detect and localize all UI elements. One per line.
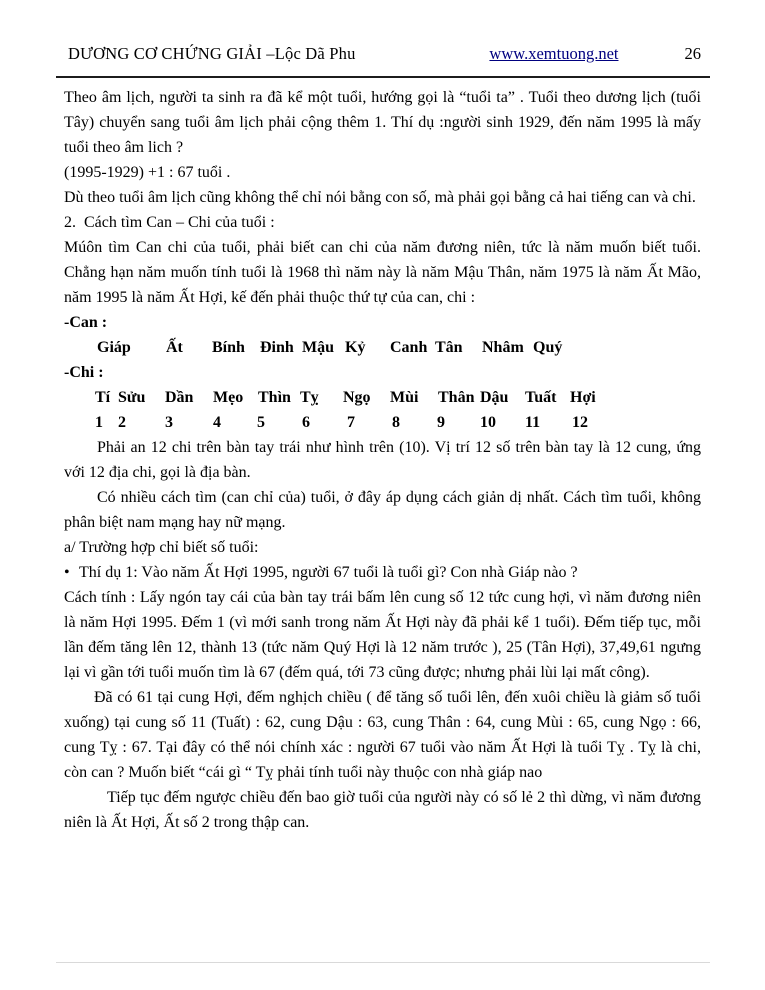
chi-cell: Thìn — [258, 389, 291, 406]
number-cell: 6 — [302, 414, 310, 431]
number-cell: 2 — [118, 414, 126, 431]
chi-cell: Mẹo — [213, 389, 244, 406]
section-heading: 2. Cách tìm Can – Chi của tuổi : — [64, 214, 275, 231]
bullet-icon: • — [64, 564, 70, 581]
number-cell: 8 — [392, 414, 400, 431]
header-rule — [56, 76, 710, 78]
can-cell: Mậu — [302, 339, 334, 356]
page-number: 26 — [684, 44, 701, 63]
chi-cell: Tỵ — [300, 389, 319, 406]
chi-cell: Mùi — [390, 389, 419, 406]
chi-cell: Tí — [95, 389, 111, 406]
can-cell: Đinh — [260, 339, 294, 356]
document-title: DƯƠNG CƠ CHỨNG GIẢI –Lộc Dã Phu — [68, 44, 356, 63]
chi-cell: Thân — [438, 389, 475, 406]
number-cell: 5 — [257, 414, 265, 431]
number-cell: 4 — [213, 414, 221, 431]
chi-row — [64, 385, 701, 410]
example-text: Thí dụ 1: Vào năm Ất Hợi 1995, người 67 tuổi là tuổi gì? Con nhà Giáp nào ? — [79, 564, 578, 581]
can-cell: Giáp — [97, 339, 131, 356]
can-cell: Tân — [435, 339, 463, 356]
chi-cell: Dậu — [480, 389, 509, 406]
paragraph-formula: (1995-1929) +1 : 67 tuổi . — [64, 164, 231, 181]
chi-cell: Sửu — [118, 389, 146, 406]
can-label: -Can : — [64, 314, 108, 331]
can-cell: Nhâm — [482, 339, 524, 356]
paragraph-intro: Theo âm lịch, người ta sinh ra đã kể một tuổi, hướng gọi là “tuổi ta” . Tuổi theo dương lịch (tuổi Tây) chuyển sang tuổi âm lịch phải cộng thêm 1. Thí dụ :người sinh 1929, đến năm 1995 là mấy tuổi theo âm lich ? — [64, 89, 701, 156]
number-row — [64, 410, 701, 435]
can-cell: Ất — [166, 339, 183, 356]
can-cell: Canh — [390, 339, 428, 356]
number-cell: 7 — [347, 414, 355, 431]
example-line — [64, 560, 701, 585]
chi-label: -Chi : — [64, 364, 104, 381]
subsection-heading: a/ Trường hợp chỉ biết số tuổi: — [64, 539, 259, 556]
paragraph-counting: Đã có 61 tại cung Hợi, đếm nghịch chiều ( để tăng số tuổi lên, đến xuôi chiều là giảm số tuổi xuống) tại cung số 11 (Tuất) : 62, cung Dậu : 63, cung Thân : 64, cung Mùi : 65, cung Ngọ : 66, cung Tỵ : 67. Tại đây có thể nói chính xác : người 67 tuổi vào năm Ất Hợi là tuổi Tỵ . Tỵ là chi, còn can ? Muốn biết “cái gì “ Tỵ phải tính tuổi này thuộc con nhà giáp nao — [64, 689, 701, 781]
chi-cell: Ngọ — [343, 389, 371, 406]
page-header — [68, 44, 701, 64]
paragraph-method: Múôn tìm Can chi của tuổi, phải biết can chi của năm đương niên, tức là năm muốn biết tuổi. Chẳng hạn năm muốn tính tuổi là 1968 thì năm này là năm Mậu Thân, năm 1975 là năm Ất Mão, năm 1995 là năm Ất Hợi, kế đến phải thuộc thứ tự của can, chi : — [64, 239, 701, 306]
chi-cell: Dần — [165, 389, 194, 406]
paragraph-palm: Phải an 12 chi trên bàn tay trái như hình trên (10). Vị trí 12 số trên bàn tay là 12 cung, ứng với 12 địa chi, gọi là địa bàn. — [64, 439, 701, 481]
number-cell: 11 — [525, 414, 541, 431]
can-cell: Kỷ — [345, 339, 366, 356]
footer-rule — [56, 962, 710, 963]
document-body — [64, 85, 701, 835]
number-cell: 3 — [165, 414, 173, 431]
chi-cell: Hợi — [570, 389, 596, 406]
paragraph-simple: Có nhiều cách tìm (can chỉ của) tuổi, ở đây áp dụng cách giản dị nhất. Cách tìm tuổi, không phân biệt nam mạng hay nữ mạng. — [64, 489, 701, 531]
can-row — [64, 335, 701, 360]
paragraph-canchi-note: Dù theo tuổi âm lịch cũng không thể chỉ nói bằng con số, mà phải gọi bằng cả hai tiếng can và chi. — [64, 189, 696, 206]
can-cell: Bính — [212, 339, 245, 356]
paragraph-final: Tiếp tục đếm ngược chiều đến bao giờ tuổi của người này có số lẻ 2 thì dừng, vì năm đương niên là Ất Hợi, Ất số 2 trong thập can. — [64, 789, 701, 831]
chi-cell: Tuất — [525, 389, 557, 406]
website-link[interactable]: www.xemtuong.net — [489, 44, 619, 63]
paragraph-calculation: Cách tính : Lấy ngón tay cái của bàn tay trái bấm lên cung số 12 tức cung hợi, vì năm đương niên là năm Hợi 1995. Đếm 1 (vì mới sanh trong năm Ất Hợi này đã phải kể 1 tuổi). Đếm tiếp tục, mỗi lần đếm tăng lên 12, thành 13 (tức năm Quý Hợi là 12 năm trước ), 25 (Tân Hợi), 37,49,61 ngưng lại vì gần tới tuổi muốn tìm là 67 (đếm quá, tới 73 cũng được; nhưng phải lùi lại mất công). — [64, 589, 701, 681]
number-cell: 10 — [480, 414, 496, 431]
can-cell: Quý — [533, 339, 563, 356]
number-cell: 9 — [437, 414, 445, 431]
number-cell: 1 — [95, 414, 103, 431]
number-cell: 12 — [572, 414, 588, 431]
